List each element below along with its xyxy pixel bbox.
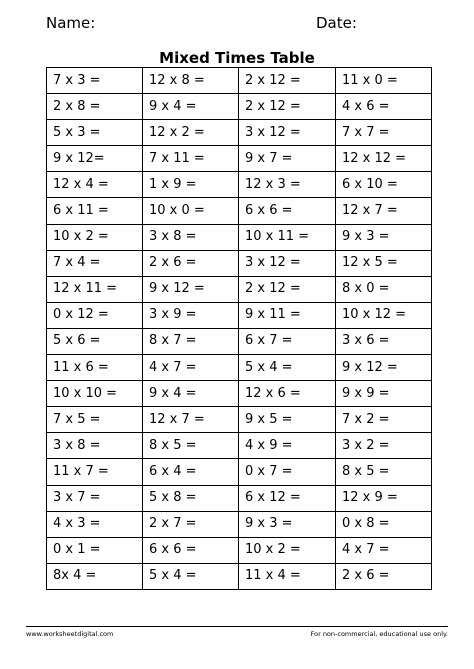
problem-cell: 6 x 12 = [239,485,336,511]
problem-cell: 12 x 7 = [143,407,239,433]
problem-cell: 0 x 7 = [239,459,336,485]
times-table-body [47,68,432,590]
table-row [47,485,432,511]
problem-cell: 10 x 12 = [336,302,432,328]
problem-cell: 6 x 10 = [336,172,432,198]
table-row [47,563,432,589]
problem-cell: 8 x 7 = [143,328,239,354]
problem-cell: 4 x 7 = [143,355,239,381]
problem-cell: 3 x 6 = [336,328,432,354]
problem-cell: 11 x 0 = [336,68,432,94]
times-table-grid [46,67,432,590]
problem-cell: 9 x 7 = [239,146,336,172]
problem-cell: 7 x 7 = [336,120,432,146]
problem-cell: 10 x 11 = [239,224,336,250]
table-row [47,250,432,276]
problem-cell: 3 x 8 = [47,433,143,459]
problem-cell: 0 x 1 = [47,537,143,563]
problem-cell: 5 x 4 = [239,355,336,381]
problem-cell: 4 x 3 = [47,511,143,537]
problem-cell: 10 x 10 = [47,381,143,407]
footer-notice: For non-commercial, educational use only. [310,630,448,638]
table-row [47,146,432,172]
problem-cell: 7 x 5 = [47,407,143,433]
problem-cell: 4 x 7 = [336,537,432,563]
table-row [47,198,432,224]
worksheet-title: Mixed Times Table [159,49,315,67]
problem-cell: 12 x 11 = [47,276,143,302]
problem-cell: 10 x 2 = [47,224,143,250]
table-row [47,94,432,120]
problem-cell: 6 x 6 = [239,198,336,224]
problem-cell: 9 x 12= [47,146,143,172]
table-row [47,355,432,381]
problem-cell: 2 x 12 = [239,94,336,120]
problem-cell: 11 x 7 = [47,459,143,485]
problem-cell: 12 x 9 = [336,485,432,511]
problem-cell: 8 x 0 = [336,276,432,302]
table-row [47,537,432,563]
table-row [47,381,432,407]
problem-cell: 7 x 11 = [143,146,239,172]
problem-cell: 7 x 2 = [336,407,432,433]
table-row [47,433,432,459]
problem-cell: 3 x 12 = [239,120,336,146]
table-row [47,172,432,198]
problem-cell: 2 x 12 = [239,276,336,302]
problem-cell: 8 x 5 = [143,433,239,459]
problem-cell: 5 x 8 = [143,485,239,511]
problem-cell: 5 x 6 = [47,328,143,354]
problem-cell: 9 x 9 = [336,381,432,407]
problem-cell: 6 x 6 = [143,537,239,563]
table-row [47,328,432,354]
problem-cell: 3 x 8 = [143,224,239,250]
problem-cell: 2 x 6 = [336,563,432,589]
name-label: Name: [46,14,96,32]
problem-cell: 9 x 3 = [336,224,432,250]
problem-cell: 0 x 12 = [47,302,143,328]
problem-cell: 9 x 5 = [239,407,336,433]
problem-cell: 12 x 8 = [143,68,239,94]
problem-cell: 10 x 0 = [143,198,239,224]
problem-cell: 3 x 12 = [239,250,336,276]
problem-cell: 9 x 11 = [239,302,336,328]
problem-cell: 9 x 3 = [239,511,336,537]
problem-cell: 1 x 9 = [143,172,239,198]
problem-cell: 7 x 3 = [47,68,143,94]
footer-divider [26,626,448,627]
problem-cell: 3 x 2 = [336,433,432,459]
problem-cell: 4 x 9 = [239,433,336,459]
problem-cell: 3 x 9 = [143,302,239,328]
problem-cell: 6 x 11 = [47,198,143,224]
problem-cell: 5 x 4 = [143,563,239,589]
problem-cell: 12 x 3 = [239,172,336,198]
problem-cell: 0 x 8 = [336,511,432,537]
table-row [47,68,432,94]
problem-cell: 4 x 6 = [336,94,432,120]
table-row [47,120,432,146]
table-row [47,459,432,485]
problem-cell: 2 x 7 = [143,511,239,537]
problem-cell: 12 x 12 = [336,146,432,172]
problem-cell: 6 x 7 = [239,328,336,354]
problem-cell: 12 x 4 = [47,172,143,198]
problem-cell: 12 x 6 = [239,381,336,407]
table-row [47,276,432,302]
problem-cell: 12 x 7 = [336,198,432,224]
problem-cell: 2 x 6 = [143,250,239,276]
problem-cell: 5 x 3 = [47,120,143,146]
problem-cell: 8 x 5 = [336,459,432,485]
footer-website: www.worksheetdigital.com [26,630,114,638]
table-row [47,511,432,537]
problem-cell: 12 x 2 = [143,120,239,146]
date-label: Date: [316,14,357,32]
problem-cell: 2 x 12 = [239,68,336,94]
problem-cell: 2 x 8 = [47,94,143,120]
problem-cell: 10 x 2 = [239,537,336,563]
problem-cell: 8x 4 = [47,563,143,589]
table-row [47,407,432,433]
problem-cell: 12 x 5 = [336,250,432,276]
problem-cell: 6 x 4 = [143,459,239,485]
problem-cell: 9 x 4 = [143,381,239,407]
table-row [47,224,432,250]
problem-cell: 7 x 4 = [47,250,143,276]
problem-cell: 9 x 12 = [336,355,432,381]
problem-cell: 3 x 7 = [47,485,143,511]
problem-cell: 11 x 6 = [47,355,143,381]
problem-cell: 11 x 4 = [239,563,336,589]
table-row [47,302,432,328]
problem-cell: 9 x 4 = [143,94,239,120]
problem-cell: 9 x 12 = [143,276,239,302]
